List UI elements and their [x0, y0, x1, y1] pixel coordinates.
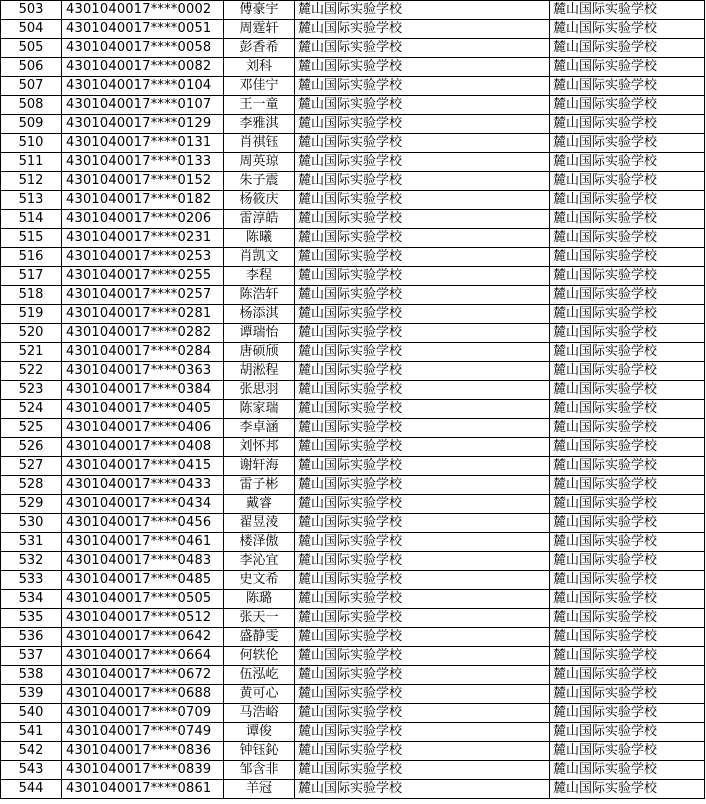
id-number-cell: 4301040017****0709: [62, 704, 224, 723]
row-number-cell: 542: [1, 742, 62, 761]
row-number-cell: 524: [1, 400, 62, 419]
school-cell: 麓山国际实验学校: [295, 704, 550, 723]
id-number-cell: 4301040017****0839: [62, 761, 224, 780]
row-number-cell: 516: [1, 248, 62, 267]
row-number-cell: 503: [1, 1, 62, 20]
registered-school-cell: 麓山国际实验学校: [550, 267, 705, 286]
registered-school-cell: 麓山国际实验学校: [550, 1, 705, 20]
registered-school-cell: 麓山国际实验学校: [550, 362, 705, 381]
student-name-cell: 傅豪宇: [224, 1, 295, 20]
id-number-cell: 4301040017****0253: [62, 248, 224, 267]
table-row: [1, 704, 705, 723]
school-cell: 麓山国际实验学校: [295, 761, 550, 780]
row-number-cell: 538: [1, 666, 62, 685]
registered-school-cell: 麓山国际实验学校: [550, 514, 705, 533]
table-row: [1, 210, 705, 229]
registered-school-cell: 麓山国际实验学校: [550, 666, 705, 685]
id-number-cell: 4301040017****0485: [62, 571, 224, 590]
student-name-cell: 刘怀邦: [224, 438, 295, 457]
id-number-cell: 4301040017****0642: [62, 628, 224, 647]
row-number-cell: 511: [1, 153, 62, 172]
table-row: [1, 552, 705, 571]
school-cell: 麓山国际实验学校: [295, 343, 550, 362]
student-name-cell: 刘科: [224, 58, 295, 77]
row-number-cell: 518: [1, 286, 62, 305]
table-row: [1, 571, 705, 590]
table-row: [1, 172, 705, 191]
id-number-cell: 4301040017****0058: [62, 39, 224, 58]
student-name-cell: 钟钰鈊: [224, 742, 295, 761]
student-name-cell: 杨筱庆: [224, 191, 295, 210]
row-number-cell: 541: [1, 723, 62, 742]
table-row: [1, 514, 705, 533]
school-cell: 麓山国际实验学校: [295, 1, 550, 20]
student-name-cell: 谭瑞怡: [224, 324, 295, 343]
school-cell: 麓山国际实验学校: [295, 647, 550, 666]
registered-school-cell: 麓山国际实验学校: [550, 495, 705, 514]
school-cell: 麓山国际实验学校: [295, 96, 550, 115]
id-number-cell: 4301040017****0107: [62, 96, 224, 115]
school-cell: 麓山国际实验学校: [295, 723, 550, 742]
table-row: [1, 533, 705, 552]
school-cell: 麓山国际实验学校: [295, 324, 550, 343]
table-row: [1, 685, 705, 704]
row-number-cell: 507: [1, 77, 62, 96]
table-row: [1, 761, 705, 780]
student-name-cell: 李程: [224, 267, 295, 286]
school-cell: 麓山国际实验学校: [295, 609, 550, 628]
id-number-cell: 4301040017****0002: [62, 1, 224, 20]
row-number-cell: 522: [1, 362, 62, 381]
registered-school-cell: 麓山国际实验学校: [550, 476, 705, 495]
registered-school-cell: 麓山国际实验学校: [550, 286, 705, 305]
school-cell: 麓山国际实验学校: [295, 476, 550, 495]
table-row: [1, 229, 705, 248]
student-name-cell: 谭俊: [224, 723, 295, 742]
row-number-cell: 519: [1, 305, 62, 324]
id-number-cell: 4301040017****0282: [62, 324, 224, 343]
school-cell: 麓山国际实验学校: [295, 381, 550, 400]
school-cell: 麓山国际实验学校: [295, 58, 550, 77]
registered-school-cell: 麓山国际实验学校: [550, 742, 705, 761]
table-row: [1, 628, 705, 647]
id-number-cell: 4301040017****0664: [62, 647, 224, 666]
id-number-cell: 4301040017****0384: [62, 381, 224, 400]
id-number-cell: 4301040017****0133: [62, 153, 224, 172]
row-number-cell: 515: [1, 229, 62, 248]
id-number-cell: 4301040017****0206: [62, 210, 224, 229]
table-row: [1, 115, 705, 134]
table-row: [1, 647, 705, 666]
registered-school-cell: 麓山国际实验学校: [550, 438, 705, 457]
registered-school-cell: 麓山国际实验学校: [550, 324, 705, 343]
table-row: [1, 1, 705, 20]
student-name-cell: 邓佳宁: [224, 77, 295, 96]
student-name-cell: 陈浩轩: [224, 286, 295, 305]
table-row: [1, 305, 705, 324]
registered-school-cell: 麓山国际实验学校: [550, 115, 705, 134]
row-number-cell: 532: [1, 552, 62, 571]
table-row: [1, 248, 705, 267]
row-number-cell: 539: [1, 685, 62, 704]
row-number-cell: 544: [1, 780, 62, 799]
registered-school-cell: 麓山国际实验学校: [550, 780, 705, 799]
school-cell: 麓山国际实验学校: [295, 77, 550, 96]
student-name-cell: 楼泽傲: [224, 533, 295, 552]
table-row: [1, 742, 705, 761]
school-cell: 麓山国际实验学校: [295, 134, 550, 153]
row-number-cell: 510: [1, 134, 62, 153]
id-number-cell: 4301040017****0415: [62, 457, 224, 476]
student-name-cell: 张天一: [224, 609, 295, 628]
table-row: [1, 267, 705, 286]
id-number-cell: 4301040017****0408: [62, 438, 224, 457]
id-number-cell: 4301040017****0284: [62, 343, 224, 362]
row-number-cell: 504: [1, 20, 62, 39]
school-cell: 麓山国际实验学校: [295, 362, 550, 381]
table-row: [1, 343, 705, 362]
table-row: [1, 419, 705, 438]
row-number-cell: 513: [1, 191, 62, 210]
student-name-cell: 唐硕颀: [224, 343, 295, 362]
school-cell: 麓山国际实验学校: [295, 685, 550, 704]
row-number-cell: 521: [1, 343, 62, 362]
registered-school-cell: 麓山国际实验学校: [550, 571, 705, 590]
table-row: [1, 495, 705, 514]
id-number-cell: 4301040017****0433: [62, 476, 224, 495]
school-cell: 麓山国际实验学校: [295, 552, 550, 571]
row-number-cell: 517: [1, 267, 62, 286]
row-number-cell: 509: [1, 115, 62, 134]
row-number-cell: 533: [1, 571, 62, 590]
table-row: [1, 609, 705, 628]
school-cell: 麓山国际实验学校: [295, 153, 550, 172]
row-number-cell: 528: [1, 476, 62, 495]
school-cell: 麓山国际实验学校: [295, 115, 550, 134]
registered-school-cell: 麓山国际实验学校: [550, 533, 705, 552]
school-cell: 麓山国际实验学校: [295, 533, 550, 552]
row-number-cell: 506: [1, 58, 62, 77]
student-name-cell: 雷淳皓: [224, 210, 295, 229]
student-name-cell: 杨添淇: [224, 305, 295, 324]
row-number-cell: 535: [1, 609, 62, 628]
school-cell: 麓山国际实验学校: [295, 172, 550, 191]
table-row: [1, 20, 705, 39]
student-name-cell: 史文希: [224, 571, 295, 590]
registered-school-cell: 麓山国际实验学校: [550, 761, 705, 780]
registered-school-cell: 麓山国际实验学校: [550, 704, 705, 723]
registered-school-cell: 麓山国际实验学校: [550, 134, 705, 153]
table-row: [1, 381, 705, 400]
id-number-cell: 4301040017****0434: [62, 495, 224, 514]
student-name-cell: 伍泓屹: [224, 666, 295, 685]
id-number-cell: 4301040017****0104: [62, 77, 224, 96]
registered-school-cell: 麓山国际实验学校: [550, 191, 705, 210]
id-number-cell: 4301040017****0672: [62, 666, 224, 685]
row-number-cell: 508: [1, 96, 62, 115]
student-name-cell: 黄可心: [224, 685, 295, 704]
student-name-cell: 张思羽: [224, 381, 295, 400]
registered-school-cell: 麓山国际实验学校: [550, 77, 705, 96]
registered-school-cell: 麓山国际实验学校: [550, 590, 705, 609]
school-cell: 麓山国际实验学校: [295, 305, 550, 324]
registered-school-cell: 麓山国际实验学校: [550, 552, 705, 571]
table-row: [1, 723, 705, 742]
table-body: [1, 1, 705, 799]
registered-school-cell: 麓山国际实验学校: [550, 723, 705, 742]
row-number-cell: 537: [1, 647, 62, 666]
id-number-cell: 4301040017****0406: [62, 419, 224, 438]
student-name-cell: 周英琼: [224, 153, 295, 172]
registered-school-cell: 麓山国际实验学校: [550, 153, 705, 172]
registered-school-cell: 麓山国际实验学校: [550, 229, 705, 248]
student-name-cell: 陈曦: [224, 229, 295, 248]
table-row: [1, 153, 705, 172]
school-cell: 麓山国际实验学校: [295, 742, 550, 761]
student-name-cell: 肖凯文: [224, 248, 295, 267]
id-number-cell: 4301040017****0182: [62, 191, 224, 210]
table-row: [1, 666, 705, 685]
registered-school-cell: 麓山国际实验学校: [550, 419, 705, 438]
school-cell: 麓山国际实验学校: [295, 400, 550, 419]
id-number-cell: 4301040017****0688: [62, 685, 224, 704]
row-number-cell: 534: [1, 590, 62, 609]
school-cell: 麓山国际实验学校: [295, 267, 550, 286]
id-number-cell: 4301040017****0363: [62, 362, 224, 381]
registered-school-cell: 麓山国际实验学校: [550, 96, 705, 115]
student-name-cell: 马浩峪: [224, 704, 295, 723]
student-name-cell: 陈家瑞: [224, 400, 295, 419]
table-row: [1, 39, 705, 58]
student-name-cell: 雷子彬: [224, 476, 295, 495]
registered-school-cell: 麓山国际实验学校: [550, 647, 705, 666]
school-cell: 麓山国际实验学校: [295, 39, 550, 58]
registered-school-cell: 麓山国际实验学校: [550, 248, 705, 267]
student-name-cell: 周霆轩: [224, 20, 295, 39]
student-name-cell: 谢轩海: [224, 457, 295, 476]
row-number-cell: 523: [1, 381, 62, 400]
row-number-cell: 512: [1, 172, 62, 191]
table-row: [1, 134, 705, 153]
registered-school-cell: 麓山国际实验学校: [550, 628, 705, 647]
id-number-cell: 4301040017****0836: [62, 742, 224, 761]
registered-school-cell: 麓山国际实验学校: [550, 609, 705, 628]
table-row: [1, 362, 705, 381]
id-number-cell: 4301040017****0257: [62, 286, 224, 305]
id-number-cell: 4301040017****0231: [62, 229, 224, 248]
table-row: [1, 400, 705, 419]
student-name-cell: 朱子震: [224, 172, 295, 191]
school-cell: 麓山国际实验学校: [295, 514, 550, 533]
id-number-cell: 4301040017****0281: [62, 305, 224, 324]
table-row: [1, 590, 705, 609]
registered-school-cell: 麓山国际实验学校: [550, 685, 705, 704]
student-name-cell: 陈璐: [224, 590, 295, 609]
student-name-cell: 盛静雯: [224, 628, 295, 647]
student-name-cell: 翟昱淩: [224, 514, 295, 533]
student-name-cell: 肖祺钰: [224, 134, 295, 153]
student-name-cell: 彭香希: [224, 39, 295, 58]
row-number-cell: 540: [1, 704, 62, 723]
registered-school-cell: 麓山国际实验学校: [550, 343, 705, 362]
school-cell: 麓山国际实验学校: [295, 780, 550, 799]
id-number-cell: 4301040017****0131: [62, 134, 224, 153]
student-name-cell: 戴睿: [224, 495, 295, 514]
row-number-cell: 505: [1, 39, 62, 58]
id-number-cell: 4301040017****0129: [62, 115, 224, 134]
row-number-cell: 527: [1, 457, 62, 476]
row-number-cell: 529: [1, 495, 62, 514]
row-number-cell: 531: [1, 533, 62, 552]
row-number-cell: 525: [1, 419, 62, 438]
school-cell: 麓山国际实验学校: [295, 229, 550, 248]
school-cell: 麓山国际实验学校: [295, 666, 550, 685]
table-row: [1, 77, 705, 96]
school-cell: 麓山国际实验学校: [295, 457, 550, 476]
id-number-cell: 4301040017****0152: [62, 172, 224, 191]
school-cell: 麓山国际实验学校: [295, 590, 550, 609]
registered-school-cell: 麓山国际实验学校: [550, 457, 705, 476]
table-row: [1, 457, 705, 476]
id-number-cell: 4301040017****0051: [62, 20, 224, 39]
registered-school-cell: 麓山国际实验学校: [550, 305, 705, 324]
student-name-cell: 李雅淇: [224, 115, 295, 134]
id-number-cell: 4301040017****0483: [62, 552, 224, 571]
student-name-cell: 邹含非: [224, 761, 295, 780]
table-row: [1, 324, 705, 343]
id-number-cell: 4301040017****0456: [62, 514, 224, 533]
id-number-cell: 4301040017****0512: [62, 609, 224, 628]
row-number-cell: 543: [1, 761, 62, 780]
table-row: [1, 96, 705, 115]
id-number-cell: 4301040017****0082: [62, 58, 224, 77]
table-row: [1, 438, 705, 457]
table-row: [1, 58, 705, 77]
id-number-cell: 4301040017****0505: [62, 590, 224, 609]
row-number-cell: 520: [1, 324, 62, 343]
school-cell: 麓山国际实验学校: [295, 495, 550, 514]
id-number-cell: 4301040017****0405: [62, 400, 224, 419]
id-number-cell: 4301040017****0749: [62, 723, 224, 742]
school-cell: 麓山国际实验学校: [295, 571, 550, 590]
student-name-cell: 李卓涵: [224, 419, 295, 438]
registered-school-cell: 麓山国际实验学校: [550, 20, 705, 39]
row-number-cell: 514: [1, 210, 62, 229]
student-name-cell: 王一童: [224, 96, 295, 115]
id-number-cell: 4301040017****0861: [62, 780, 224, 799]
school-cell: 麓山国际实验学校: [295, 286, 550, 305]
table-row: [1, 476, 705, 495]
registered-school-cell: 麓山国际实验学校: [550, 400, 705, 419]
table-row: [1, 780, 705, 799]
table-row: [1, 191, 705, 210]
student-name-cell: 李沁宜: [224, 552, 295, 571]
school-cell: 麓山国际实验学校: [295, 419, 550, 438]
table-row: [1, 286, 705, 305]
school-cell: 麓山国际实验学校: [295, 20, 550, 39]
school-cell: 麓山国际实验学校: [295, 628, 550, 647]
row-number-cell: 536: [1, 628, 62, 647]
row-number-cell: 526: [1, 438, 62, 457]
registered-school-cell: 麓山国际实验学校: [550, 210, 705, 229]
registered-school-cell: 麓山国际实验学校: [550, 381, 705, 400]
id-number-cell: 4301040017****0255: [62, 267, 224, 286]
school-cell: 麓山国际实验学校: [295, 438, 550, 457]
registered-school-cell: 麓山国际实验学校: [550, 39, 705, 58]
student-name-cell: 羊冠: [224, 780, 295, 799]
id-number-cell: 4301040017****0461: [62, 533, 224, 552]
row-number-cell: 530: [1, 514, 62, 533]
school-cell: 麓山国际实验学校: [295, 210, 550, 229]
registered-school-cell: 麓山国际实验学校: [550, 172, 705, 191]
school-cell: 麓山国际实验学校: [295, 248, 550, 267]
student-name-cell: 何轶伦: [224, 647, 295, 666]
registered-school-cell: 麓山国际实验学校: [550, 58, 705, 77]
student-name-cell: 胡淞程: [224, 362, 295, 381]
school-cell: 麓山国际实验学校: [295, 191, 550, 210]
